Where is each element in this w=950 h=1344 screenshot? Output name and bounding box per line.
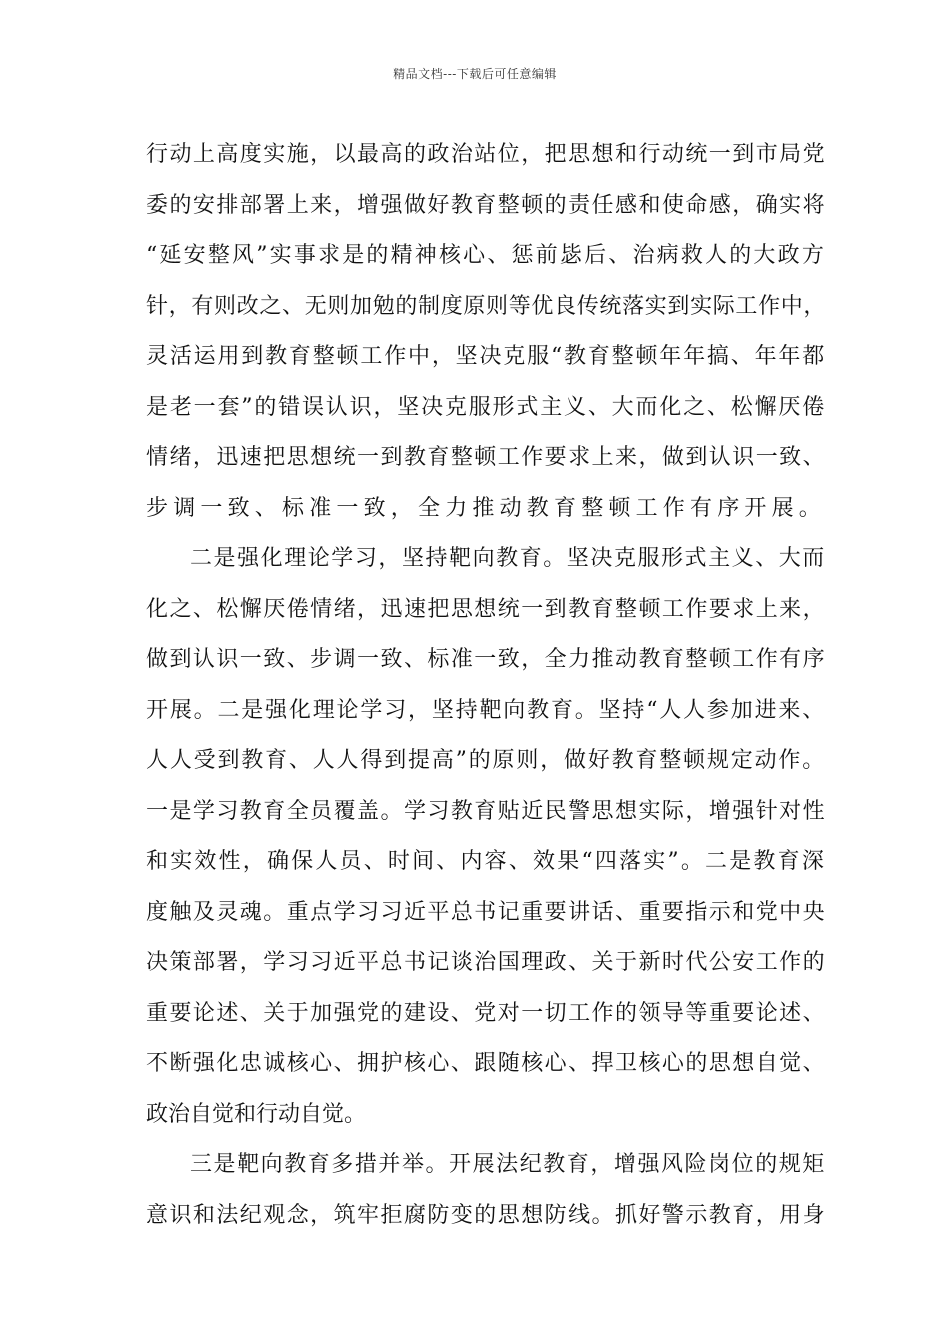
text-line: 步调一致、标准一致，全力推动教育整顿工作有序开展。 [146,495,827,521]
document-body [146,130,826,1241]
text-line: 情绪，迅速把思想统一到教育整顿工作要求上来，做到认识一致、 [146,445,827,470]
text-line: 重要论述、关于加强党的建设、党对一切工作的领导等重要论述、 [146,1000,827,1026]
text-line: 不断强化忠诚核心、拥护核心、跟随核心、捍卫核心的思想自觉、 [146,1051,827,1076]
text-line: 政治自觉和行动自觉。 [146,1101,367,1127]
text-line: 灵活运用到教育整顿工作中，坚决克服“教育整顿年年搞、年年都 [146,344,827,369]
text-line: 和实效性，确保人员、时间、内容、效果“四落实”。二是教育深 [146,849,827,874]
text-line: 委的安排部署上来，增强做好教育整顿的责任感和使命感，确实将 [146,192,827,218]
paragraph-start-line: 二是强化理论学习，坚持靶向教育。坚决克服形式主义、大而 [190,546,826,571]
text-line: 针，有则改之、无则加勉的制度原则等优良传统落实到实际工作中， [146,293,827,319]
text-line: 行动上高度实施，以最高的政治站位，把思想和行动统一到市局党 [146,142,827,167]
text-line: 是老一套”的错误认识，坚决克服形式主义、大而化之、松懈厌倦 [146,394,827,420]
text-line: 意识和法纪观念，筑牢拒腐防变的思想防线。抓好警示教育，用身 [146,1202,827,1228]
text-line: 人人受到教育、人人得到提高”的原则，做好教育整顿规定动作。 [146,748,827,773]
paragraph-start-line: 三是靶向教育多措并举。开展法纪教育，增强风险岗位的规矩 [190,1152,826,1177]
text-line: 一是学习教育全员覆盖。学习教育贴近民警思想实际，增强针对性 [146,798,827,824]
page-header: 精品文档---下载后可任意编辑 [393,67,557,81]
text-line: 决策部署，学习习近平总书记谈治国理政、关于新时代公安工作的 [146,950,827,975]
text-line: 开展。二是强化理论学习，坚持靶向教育。坚持“人人参加进来、 [146,697,827,723]
text-line: “延安整风”实事求是的精神核心、惩前毖后、治病救人的大政方 [146,243,827,268]
text-line: 度触及灵魂。重点学习习近平总书记重要讲话、重要指示和党中央 [146,899,827,925]
text-line: 化之、松懈厌倦情绪，迅速把思想统一到教育整顿工作要求上来， [146,596,827,622]
text-line: 做到认识一致、步调一致、标准一致，全力推动教育整顿工作有序 [146,647,827,672]
